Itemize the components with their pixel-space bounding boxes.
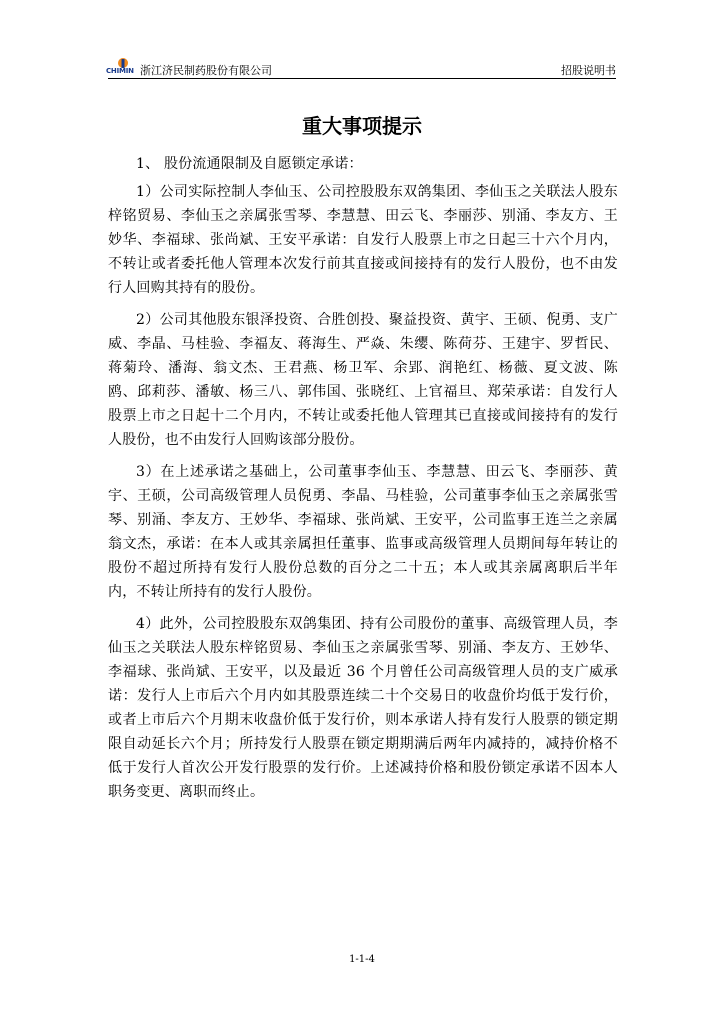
logo-text: CHIMIN: [106, 67, 134, 75]
document-type: 招股说明书: [561, 64, 616, 77]
page-number: 1-1-4: [349, 954, 375, 965]
company-logo: [108, 56, 138, 76]
document-body: [108, 152, 618, 804]
page-title: 重大事项提示: [302, 114, 422, 138]
page-header: [108, 56, 616, 79]
paragraph-item-4: 4）此外，公司控股股东双鸽集团、持有公司股份的董事、高级管理人员，李仙玉之关联法人股东梓铭贸易、李仙玉之亲属张雪琴、别涌、李友方、王妙华、李福球、张尚斌、王安平，以及最近 36 个月曾任公司高级管理人员的支广威承诺：发行人上市后六个月内如其股票连续二十个交易日的收盘价均低于发行价，或者上市后六个月期末收盘价低于发行价，则本承诺人持有发行人股票的锁定期限自动延长六个月；所持发行人股票在锁定期期满后两年内减持的，减持价格不低于发行人首次公开发行股票的发行价。上述减持价格和股份锁定承诺不因本人职务变更、离职而终止。: [108, 616, 618, 800]
paragraph-item-1: 1）公司实际控制人李仙玉、公司控股股东双鸽集团、李仙玉之关联法人股东梓铭贸易、李仙玉之亲属张雪琴、李慧慧、田云飞、李丽莎、别涌、李友方、王妙华、李福球、张尚斌、王安平承诺：自发行人股票上市之日起三十六个月内，不转让或者委托他人管理本次发行前其直接或间接持有的发行人股份，也不由发行人回购其持有的股份。: [108, 184, 618, 296]
paragraph-intro: 1、 股份流通限制及自愿锁定承诺：: [136, 156, 363, 172]
paragraph-item-2: 2）公司其他股东银泽投资、合胜创投、聚益投资、黄宇、王硕、倪勇、支广威、李晶、马桂验、李福友、蒋海生、严焱、朱缨、陈荷芬、王建宇、罗哲民、蒋菊玲、潘海、翁文杰、王君燕、杨卫军、余郢、润艳红、杨薇、夏文波、陈鸥、邱莉莎、潘敏、杨三八、郭伟国、张晓红、上官福旦、郑荣承诺：自发行人股票上市之日起十二个月内，不转让或委托他人管理其已直接或间接持有的发行人股份，也不由发行人回购该部分股份。: [108, 312, 618, 448]
company-name: 浙江济民制药股份有限公司: [140, 64, 272, 77]
paragraph-item-3: 3）在上述承诺之基础上，公司董事李仙玉、李慧慧、田云飞、李丽莎、黄宇、王硕，公司高级管理人员倪勇、李晶、马桂验，公司董事李仙玉之亲属张雪琴、别涌、李友方、王妙华、李福球、张尚斌、王安平，公司监事王连兰之亲属翁文杰，承诺：在本人或其亲属担任董事、监事或高级管理人员期间每年转让的股份不超过所持有发行人股份总数的百分之二十五；本人或其亲属离职后半年内，不转让所持有的发行人股份。: [108, 464, 618, 600]
